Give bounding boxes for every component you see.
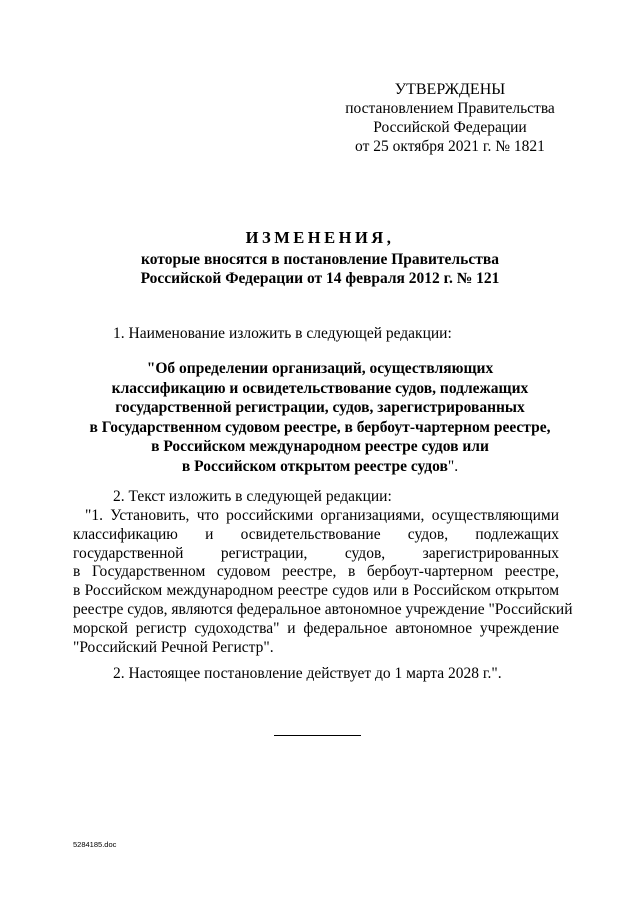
approval-line-2: Российской Федерации xyxy=(373,119,527,136)
item-1-text: 1. Наименование изложить в следующей редакции: xyxy=(113,325,452,342)
approval-line-1: постановлением Правительства xyxy=(345,100,555,117)
approval-line-3: от 25 октября 2021 г. № 1821 xyxy=(355,138,545,155)
quote-line: в Государственном судовом реестре, в бербоут-чартерном реестре, xyxy=(89,418,551,436)
approval-block xyxy=(330,80,570,156)
quote-line: в Российском международном реестре судов или xyxy=(151,438,489,455)
quote-tail: ". xyxy=(447,457,459,475)
item-2-text: 2. Текст изложить в следующей редакции: xyxy=(113,488,392,505)
body-line: реестре судов, являются федеральное автономное учреждение "Российский xyxy=(73,600,573,618)
approval-heading: УТВЕРЖДЕНЫ xyxy=(394,81,506,98)
body-line: в Российском международном реестре судов или в Российском открытом xyxy=(73,582,559,600)
quote-line: классификацию и освидетельствование судов, подлежащих xyxy=(111,379,529,397)
separator-line xyxy=(274,735,361,736)
document-subtitle xyxy=(0,250,640,288)
body-line: государственной регистрации, судов, зарегистрированных xyxy=(73,544,559,562)
document-title: ИЗМЕНЕНИЯ, xyxy=(245,228,395,247)
closing-paragraph: 2. Настоящее постановление действует до 1 марта 2028 г.". xyxy=(113,665,502,682)
subtitle-line-1: которые вносятся в постановление Правительства xyxy=(141,251,499,268)
new-text-body xyxy=(73,507,573,657)
body-line: "Российский Речной Регистр". xyxy=(73,638,274,656)
quote-line-last xyxy=(0,457,640,477)
quote-line: государственной регистрации, судов, зарегистрированных xyxy=(115,399,525,416)
document-id: 5284185.doc xyxy=(73,840,117,849)
body-line: "1. Установить, что российскими организациями, осуществляющими xyxy=(85,507,559,524)
body-line: морской регистр судоходства" и федеральное автономное учреждение xyxy=(73,619,559,637)
quote-line: в Российском открытом реестре судов xyxy=(181,457,448,475)
body-line: классификацию и освидетельствование судов, подлежащих xyxy=(73,525,559,543)
quote-line: "Об определении организаций, осуществляющих xyxy=(146,360,494,377)
subtitle-line-2: Российской Федерации от 14 февраля 2012 г. № 121 xyxy=(140,270,500,287)
new-title-quote xyxy=(0,359,640,476)
body-line: в Государственном судовом реестре, в бербоут-чартерном реестре, xyxy=(73,563,559,581)
